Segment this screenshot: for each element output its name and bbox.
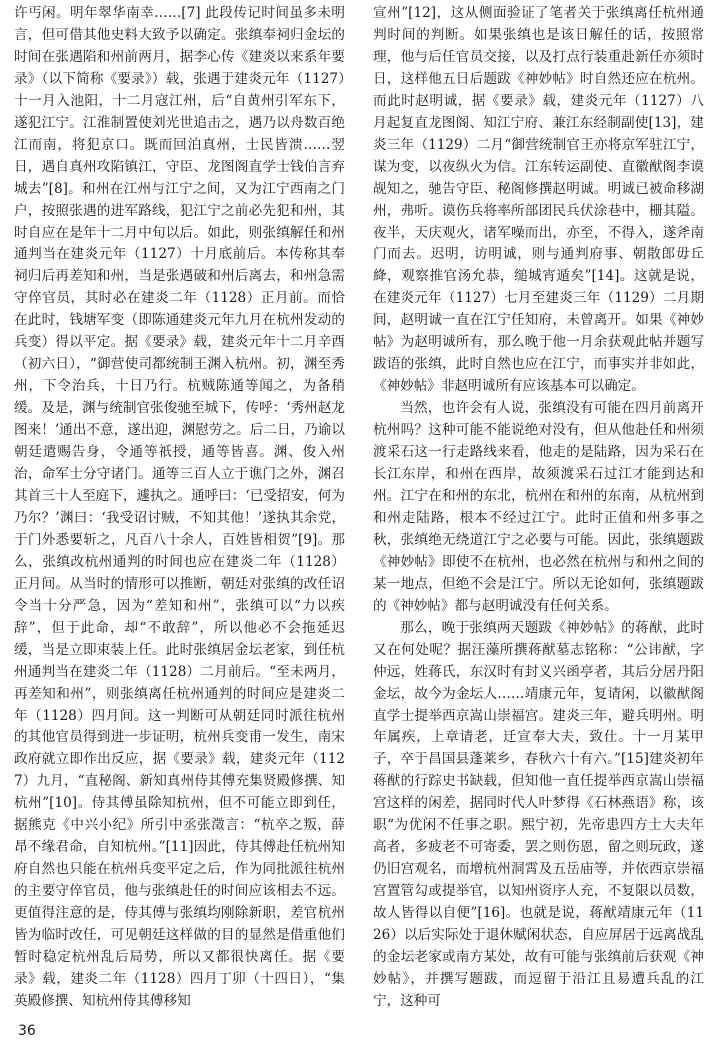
left-paragraph-1: 许丐闲。明年翠华南幸……[7] 此段传记时间虽多未明言，但可借其他史料大致予以确定。张缜奉祠归金坛的时间在张遇陷和州前两月，据李心传《建炎以来系年要录》（以下简称《要录》）载，张遇于建炎元年（1127）十一月入池阳，十二月寇江州，后“自黄州引军东下，遂犯江宁。江淮制置使刘光世追击之，遇乃以舟数百绝江而南，将犯京口。既而回泊真州，士民皆溃……翌日，遇自真州攻陷镇江，守臣、龙图阁直学士钱伯言弃城去”[8]。和州在江州与江宁之间，又为江宁西南之门户，按照张遇的进军路线，犯江宁之前必先犯和州，其时自应在是年十二月中旬以后。如此，则张缜解任和州通判当在建炎元年（1127）十月底前后。本传称其奉祠归后再差知和州，当是张遇破和州后离去，和州急需守倅官员，其时必在建炎二年（1128）正月前。而恰在此时，钱塘军变（即陈通建炎元年九月在杭州发动的兵变）得以平定。据《要录》载，建炎元年十二月辛酉（初六日），“御营使司都统制王渊入杭州。初，渊至秀州，下令治兵，十日乃行。杭贼陈通等闻之，为备稍缓。及是，渊与统制官张俊驰至城下，传呼：‘秀州赵龙图来！’通出不意，遂出迎，渊慰劳之。后二日，乃谕以朝廷遣赐告身，令通等祇授，通等皆喜。渊、俊入州治，命军士分守诸门。通等三百人立于谯门之外，渊召其首三十人至庭下，遽执之。通呼曰：‘已受招安，何为乃尔？’渊曰：‘我受诏讨贼，不知其他！’遂执其余党，于门外悉要斩之，凡百八十余人，百姓皆相贺”[9]。那么，张缜改杭州通判的时间也应在建炎二年（1128）正月间。从当时的情形可以推断，朝廷对张缜的改任诏令当十分严急，因为“差知和州”，张缜可以“力以疾辞”，但于此命，却“不敢辞”，所以他必不会拖延迟缓，当是立即束装上任。此时张缜居金坛老家，到任杭州通判当在建炎二年（1128）二月前后。“至未两月，再差知和州”，则张缜离任杭州通判的时间应是建炎二年（1128）四月间。这一判断可从朝廷同时派往杭州的其他官员得到进一步证明，杭州兵变甫一发生，南宋政府就立即作出反应，据《要录》载，建炎元年（1127）九月，“直秘阁、新知真州侍其傅充集贤殿修撰、知杭州”[10]。侍其傅虽除知杭州，但不可能立即到任，据熊克《中兴小纪》所引中丞张澂言：“杭卒之叛，薛昂不缘君命，自知杭州。”[11]因此，侍其傅赴任杭州知府自然也只能在杭州兵变平定之后，作为同批派往杭州的主要守倅官员，他与张缜赴任的时间应该相去不远。更值得注意的是，侍其傅与张缜均刚除新职，差官杭州皆为临时改任，可见朝廷这样做的目的显然是借重他们暂时稳定杭州乱后局势，所以又都很快离任。据《要录》载，建炎二年（1128）四月丁卯（十四日），“集英殿修撰、知杭州侍其傅移知 [14,5,345,1009]
left-column [14,3,345,1013]
right-column [373,3,704,1013]
right-paragraph-3: 那么，晚于张缜两天题跋《神妙帖》的蒋猷，此时又在何处呢？据汪藻所撰蒋猷墓志铭称：“公讳猷，字仲远，姓蒋氏，东汉时有封义兴函亭者，其后分居丹阳金坛，故今为金坛人……靖康元年，复请闲，以徽猷阁直学士提举西京嵩山崇福宫。建炎三年，避兵明州。明年属疾，上章请老，迁宣奉大夫，致仕。十一月某甲子，卒于昌国县蓬莱乡，春秋六十有六。”[15]建炎初年蒋猷的行踪史书缺载，但知他一直任提举西京嵩山崇福宫这样的闲差，据同时代人叶梦得《石林燕语》称，该职“为优闲不任事之职。熙宁初，先帝患四方士大夫年高者，多疲老不可寄委，罢之则伤恩，留之则玩政，遂仍旧宫观名，而增杭州洞霄及五岳庙等，并依西京崇福宫置管勾或提举官，以知州资序人充，不复限以员数，故人皆得以自便”[16]。也就是说，蒋猷靖康元年（1126）以后实际处于退休赋闲状态，自应屏居于远离战乱的金坛老家或南方某处，故有可能与张缜前后获观《神妙帖》，并撰写题跋，而逗留于沿江且易遭兵乱的江宁，这种可 [373,619,704,1009]
right-paragraph-1: 宣州”[12]，这从侧面验证了笔者关于张缜离任杭州通判时间的判断。如果张缜也是该日解任的话，按照常理，他与后任官员交接，以及打点行装重赴新任亦须时日，这样他五日后题跋《神妙帖》时自然还应在杭州。而此时赵明诚，据《要录》载，建炎元年（1127）八月起复直龙图阁、知江宁府、兼江东经制副使[13]，建炎三年（1129）二月“御营统制官王亦将京军驻江宁，谋为变，以夜纵火为信。江东转运副使、直徽猷阁李谟觇知之，驰告守臣、秘阁修撰赵明诚。明诚已被命移湖州，弗听。谟伤兵将率所部团民兵伏涂巷中，栅其隘。夜半，天庆观火，诸军噪而出，亦至，不得入，遂斧南门而去。迟明，访明诚，则与通判府事、朝散郎毋丘絳，观察推官汤允恭，缒城宵遁矣”[14]。这就是说，在建炎元年（1127）七月至建炎三年（1129）二月期间，赵明诚一直在江宁任知府，未曾离开。如果《神妙帖》为赵明诚所有，那么晚于他一月余获观此帖并题写跋语的张缜，此时自然也应在江宁，而事实并非如此，《神妙帖》非赵明诚所有应该基本可以确定。 [373,5,704,395]
page-number: 36 [18,1023,36,1039]
right-paragraph-2: 当然，也许会有人说，张缜没有可能在四月前离开杭州吗？这种可能不能说绝对没有，但从他赴任和州须渡采石这一行走路线来看，他走的是陆路，因为采石在长江东岸，和州在西岸，故须渡采石过江才能到达和州。江宁在和州的东北，杭州在和州的东南，从杭州到和州走陆路，根本不经过江宁。此时正值和州多事之秋，张缜绝无绕道江宁之必要与可能。因此，张缜题跋《神妙帖》即使不在杭州，也必然在杭州与和州之间的某一地点，但绝不会是江宁。所以无论如何，张缜题跋的《神妙帖》都与赵明诚没有任何关系。 [373,400,704,614]
